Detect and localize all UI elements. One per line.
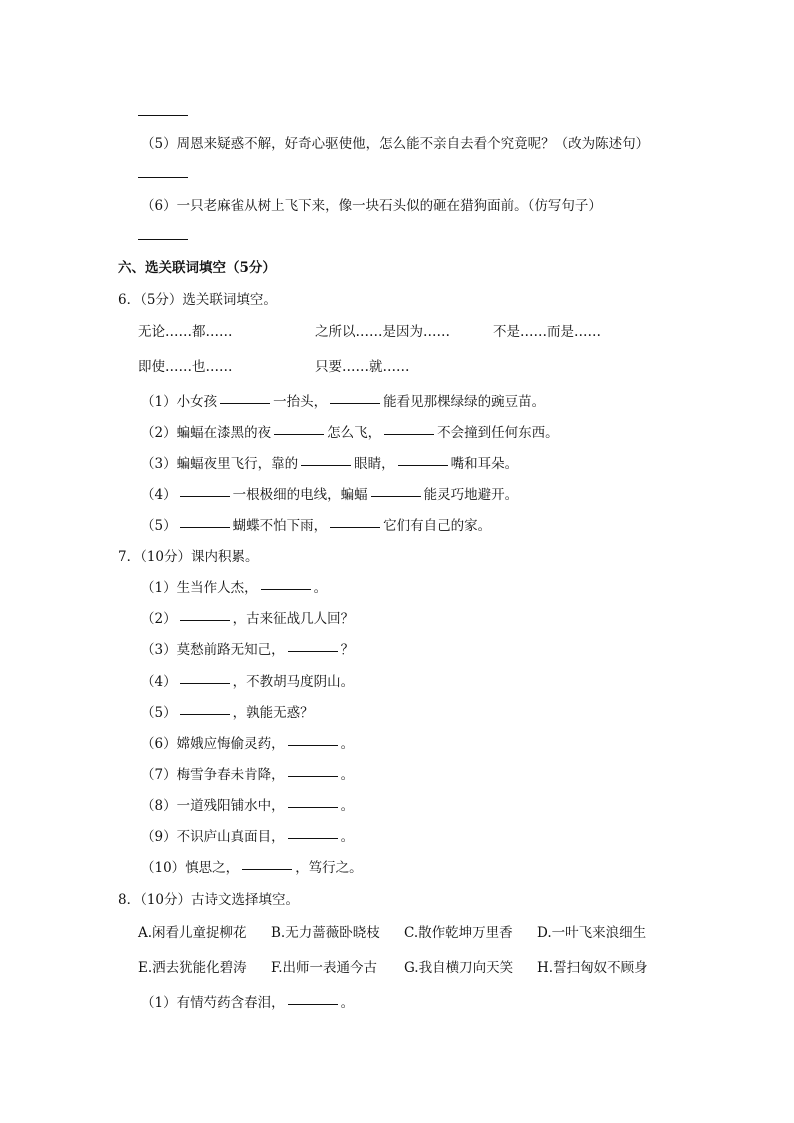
- answer-blank[interactable]: [288, 1003, 338, 1005]
- fill-item: （9）不识庐山真面目， 。: [141, 829, 355, 845]
- answer-blank[interactable]: [180, 619, 230, 621]
- answer-blank[interactable]: [180, 495, 230, 497]
- answer-blank[interactable]: [288, 806, 338, 808]
- answer-blank[interactable]: [261, 588, 311, 590]
- fill-item: （3）蝙蝠夜里飞行，靠的 眼睛， 嘴和耳朵。: [141, 456, 519, 472]
- fill-item: （8）一道残阳铺水中， 。: [141, 798, 355, 814]
- fill-item: （5） 蝴蝶不怕下雨， 它们有自己的家。: [141, 518, 492, 534]
- fill-item: （6）嫦娥应悔偷灵药， 。: [141, 736, 355, 752]
- question-5-5: （5）周恩来疑惑不解，好奇心驱使他，怎么能不亲自去看个究竟呢？（改为陈述句）: [141, 136, 650, 152]
- conjunction-option: 不是……而是……: [493, 324, 601, 340]
- answer-blank[interactable]: [288, 744, 338, 746]
- fill-item: （1）生当作人杰， 。: [141, 580, 328, 596]
- fill-item: （5） ，孰能无惑？: [141, 705, 314, 721]
- answer-blank[interactable]: [138, 104, 188, 124]
- conjunction-option: 之所以……是因为……: [315, 324, 450, 340]
- fill-item: （1）小女孩 一抬头， 能看见那棵绿绿的豌豆苗。: [141, 394, 546, 410]
- poem-choice: B.无力蔷薇卧晓枝: [271, 925, 380, 941]
- poem-choice: D.一叶飞来浪细生: [537, 925, 647, 941]
- fill-item: （2）蝙蝠在漆黑的夜 怎么飞， 不会撞到任何东西。: [141, 425, 559, 441]
- conjunction-option: 只要……就……: [315, 359, 410, 375]
- answer-blank[interactable]: [288, 837, 338, 839]
- answer-blank[interactable]: [180, 713, 230, 715]
- fill-item: （2） ，古来征战几人回？: [141, 611, 355, 627]
- fill-item: （4） ，不教胡马度阴山。: [141, 674, 355, 690]
- question-title: 8．（10分）古诗文选择填空。: [118, 892, 300, 908]
- poem-choice: G.我自横刀向天笑: [404, 960, 514, 976]
- answer-blank[interactable]: [180, 526, 230, 528]
- poem-choice: H.誓扫匈奴不顾身: [537, 960, 648, 976]
- poem-choice: E.洒去犹能化碧涛: [138, 960, 247, 976]
- answer-blank[interactable]: [242, 868, 292, 870]
- answer-blank[interactable]: [330, 526, 380, 528]
- answer-blank[interactable]: [288, 775, 338, 777]
- answer-blank[interactable]: [220, 402, 270, 404]
- poem-choice: F.出师一表通今古: [271, 960, 378, 976]
- conjunction-option: 无论……都……: [138, 324, 233, 340]
- fill-item: （4） 一根极细的电线，蝙蝠 能灵巧地避开。: [141, 487, 519, 503]
- fill-item: （3）莫愁前路无知己， ？: [141, 642, 355, 658]
- answer-blank[interactable]: [274, 433, 324, 435]
- answer-blank[interactable]: [138, 166, 188, 186]
- fill-item: （7）梅雪争春未肯降， 。: [141, 767, 355, 783]
- answer-blank[interactable]: [138, 228, 188, 248]
- poem-choice: C.散作乾坤万里香: [404, 925, 513, 941]
- answer-blank[interactable]: [180, 682, 230, 684]
- question-title: 7．（10分）课内积累。: [118, 549, 259, 565]
- question-title: 6．（5分）选关联词填空。: [118, 292, 277, 308]
- answer-blank[interactable]: [398, 464, 448, 466]
- answer-blank[interactable]: [371, 495, 421, 497]
- question-5-6: （6）一只老麻雀从树上飞下来，像一块石头似的砸在猎狗面前。（仿写句子）: [141, 198, 602, 214]
- answer-blank[interactable]: [330, 402, 380, 404]
- fill-item: （1）有情芍药含春泪， 。: [141, 995, 355, 1011]
- answer-blank[interactable]: [384, 433, 434, 435]
- fill-item: （10）慎思之， ，笃行之。: [141, 860, 363, 876]
- poem-choice: A.闲看儿童捉柳花: [138, 925, 247, 941]
- answer-blank[interactable]: [288, 650, 338, 652]
- answer-blank[interactable]: [301, 464, 351, 466]
- conjunction-option: 即使……也……: [138, 359, 233, 375]
- section-heading: 六、选关联词填空（5分）: [118, 260, 276, 276]
